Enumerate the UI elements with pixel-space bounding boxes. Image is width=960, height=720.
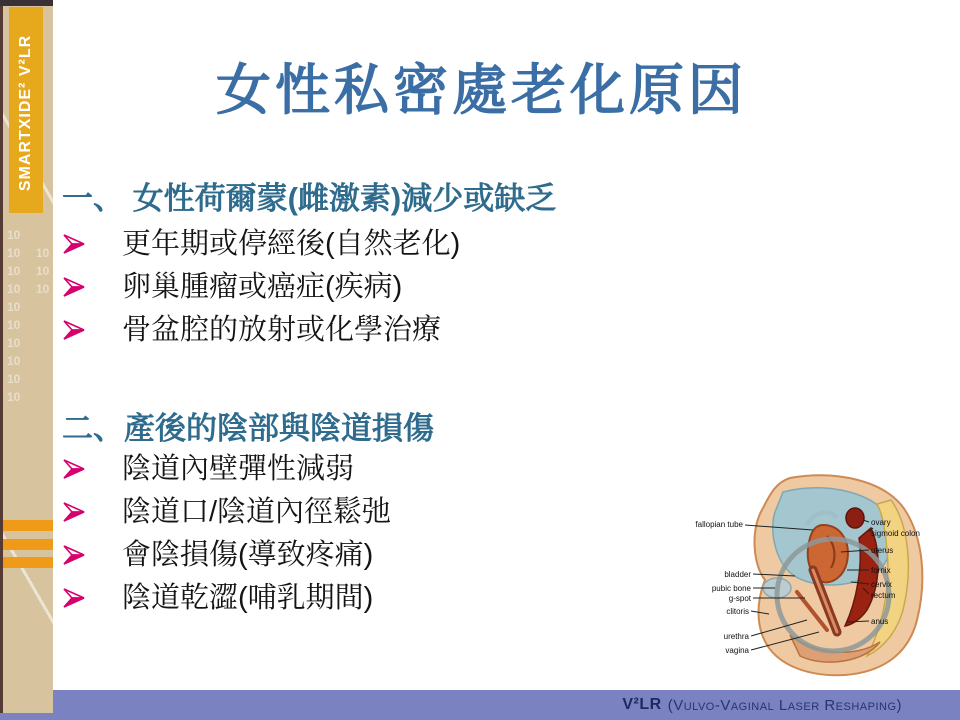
sidebar [0,0,53,713]
diagram-label-fornix: fornix [871,566,891,575]
list-item [62,312,441,348]
arrow-bullet-icon [62,544,86,566]
bullet-text: 更年期或停經後(自然老化) [122,228,461,260]
watermark-number: 10 [7,336,21,350]
bullet-text: 會陰損傷(導致疼痛) [122,539,374,571]
bullet-text: 陰道內壁彈性減弱 [122,453,355,485]
section-1-heading: 一、 女性荷爾蒙(雌激素)減少或缺乏 [62,181,557,216]
arrow-bullet-icon [62,458,86,480]
bullet-text: 骨盆腔的放射或化學治療 [122,314,442,346]
slide-title: 女性私密處老化原因 [215,59,747,121]
list-item [62,451,354,487]
diagram-label-fallopian-tube: fallopian tube [695,520,743,529]
bullet-text: 陰道乾澀(哺乳期間) [122,582,374,614]
diagram-label-clitoris: clitoris [726,607,749,616]
sidebar-top-bar [0,0,53,6]
watermark-number: 10 [36,282,50,296]
watermark-number: 10 [7,264,21,278]
arrow-bullet-icon [62,319,86,341]
pelvic-anatomy-diagram [695,470,951,678]
sidebar-edge-strip [0,0,3,713]
diagram-label-urethra: urethra [723,632,749,641]
diagram-label-ovary: ovary [871,518,891,527]
diagram-label-bladder: bladder [724,570,751,579]
list-item [62,580,373,616]
watermark-number: 10 [7,300,21,314]
watermark-number: 10 [7,246,21,260]
diagram-label-pubic-bone: pubic bone [711,584,751,593]
list-item [62,269,402,305]
bullet-text: 卵巢腫瘤或癌症(疾病) [122,271,403,303]
footer-brand: V²LR [622,696,662,713]
brand-vertical-text: SMARTXIDE² V²LR [17,34,34,192]
list-item [62,537,373,573]
brand-banner [9,7,43,213]
diagram-label-sigmoid-colon: sigmoid colon [871,529,920,538]
footer-bar [0,690,960,720]
footer-subtitle: (Vulvo-Vaginal Laser Reshaping) [667,696,902,714]
sidebar-watermark-column [36,246,49,296]
watermark-number: 10 [7,282,21,296]
watermark-number: 10 [7,390,21,404]
sidebar-stripe [3,557,53,568]
arrow-bullet-icon [62,233,86,255]
sidebar-stripe [3,520,53,531]
diagram-label-vagina: vagina [725,646,749,655]
watermark-number: 10 [7,228,21,242]
section-2-heading: 二、產後的陰部與陰道損傷 [62,411,434,446]
arrow-bullet-icon [62,501,86,523]
list-item [62,494,391,530]
sidebar-stripe [3,539,53,550]
watermark-number: 10 [36,264,50,278]
watermark-number: 10 [7,354,21,368]
watermark-number: 10 [7,372,21,386]
diagram-label-anus: anus [871,617,889,626]
list-item [62,226,460,262]
arrow-bullet-icon [62,276,86,298]
diagram-label-g-spot: g-spot [728,594,751,603]
sidebar-watermark-column [7,228,20,404]
watermark-number: 10 [36,246,50,260]
diagram-label-rectum: rectum [871,591,896,600]
bullet-text: 陰道口/陰道內徑鬆弛 [122,496,392,528]
watermark-number: 10 [7,318,21,332]
diagram-label-uterus: uterus [871,546,894,555]
diagram-label-cervix: cervix [871,580,892,589]
arrow-bullet-icon [62,587,86,609]
